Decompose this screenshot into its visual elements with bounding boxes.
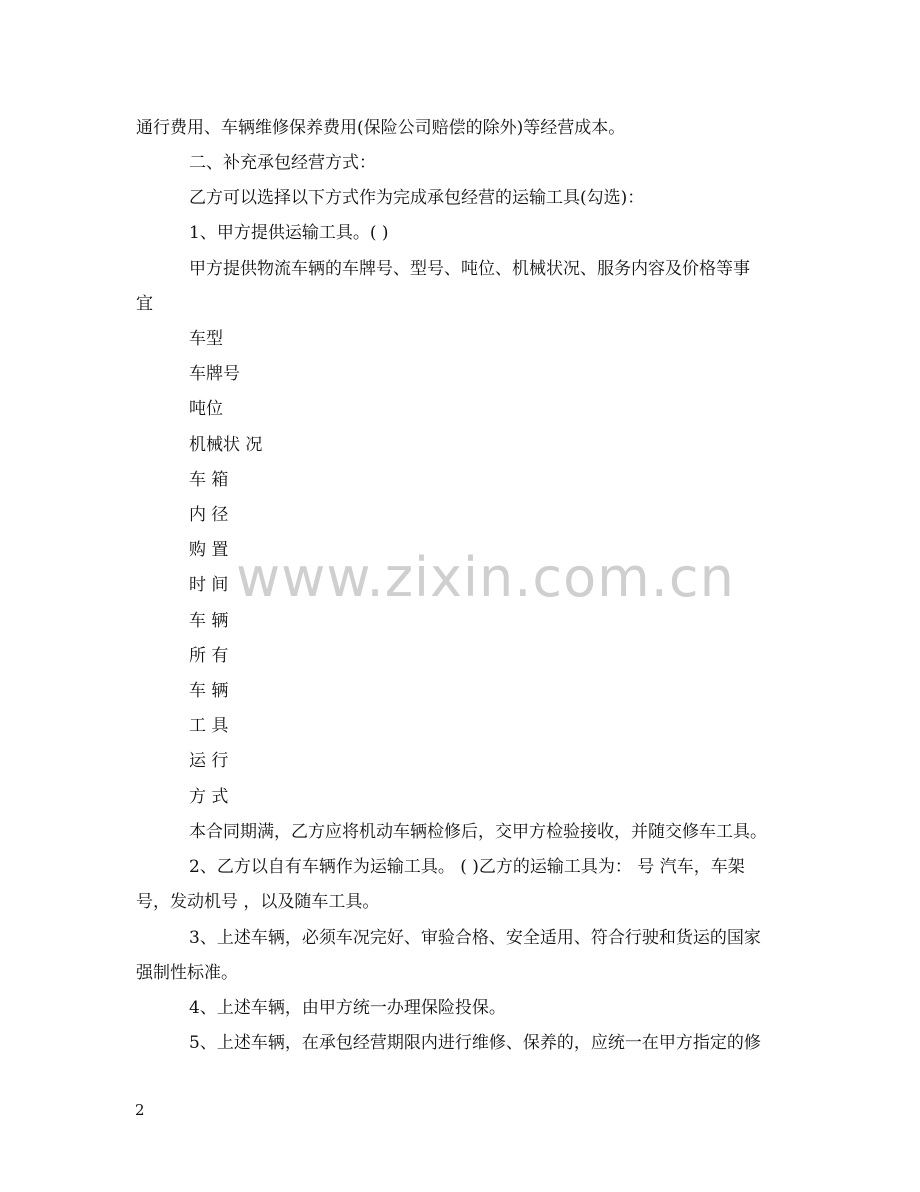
form-field-label: 吨位 [189, 399, 223, 419]
form-field-label: 机械状 况 [189, 435, 263, 455]
form-field-label: 车 辆 [189, 681, 229, 701]
form-field-label: 方 式 [189, 787, 229, 807]
paragraph-line: 3、上述车辆，必须车况完好、审验合格、安全适用、符合行驶和货运的国家 [189, 928, 761, 948]
form-field-label: 时 间 [189, 575, 229, 595]
paragraph-line: 号，发动机号 ，以及随车工具。 [136, 892, 380, 912]
paragraph-line: 4、上述车辆，由甲方统一办理保险投保。 [189, 998, 506, 1018]
form-field-label: 车 辆 [189, 611, 229, 631]
form-field-label: 所 有 [189, 646, 229, 666]
paragraph-line: 强制性标准。 [136, 963, 238, 983]
form-field-label: 购 置 [189, 540, 229, 560]
form-field-label: 工 具 [189, 716, 229, 736]
form-field-label: 运 行 [189, 751, 229, 771]
paragraph-line: 2、乙方以自有车辆作为运输工具。 ( )乙方的运输工具为： 号 汽车，车架 [189, 857, 745, 877]
watermark: www.zixin.com.cn [236, 546, 735, 609]
paragraph-line: 甲方提供物流车辆的车牌号、型号、吨位、机械状况、服务内容及价格等事 [189, 259, 750, 279]
form-field-label: 车牌号 [189, 364, 240, 384]
paragraph-line: 本合同期满，乙方应将机动车辆检修后，交甲方检验接收，并随交修车工具。 [189, 822, 767, 842]
paragraph-line: 1、甲方提供运输工具。( ) [189, 223, 389, 243]
section-heading: 二、补充承包经营方式： [189, 153, 376, 173]
paragraph-line: 乙方可以选择以下方式作为完成承包经营的运输工具(勾选)： [189, 188, 645, 208]
form-field-label: 车 箱 [189, 470, 229, 490]
paragraph-line: 通行费用、车辆维修保养费用(保险公司赔偿的除外)等经营成本。 [136, 118, 626, 138]
paragraph-line: 宜 [136, 294, 153, 314]
page-number: 2 [135, 1101, 145, 1119]
paragraph-line: 5、上述车辆，在承包经营期限内进行维修、保养的，应统一在甲方指定的修 [189, 1033, 761, 1053]
form-field-label: 内 径 [189, 505, 229, 525]
form-field-label: 车型 [189, 329, 223, 349]
